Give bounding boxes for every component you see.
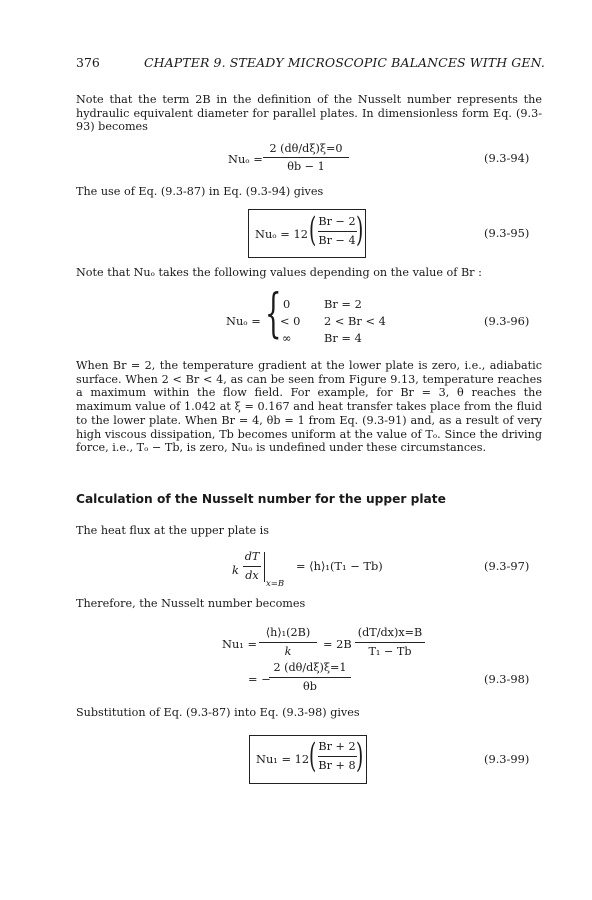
- eq95-number: (9.3-95): [484, 226, 530, 240]
- eq95-left-paren: (: [309, 210, 317, 250]
- eq98-number: (9.3-98): [484, 672, 530, 686]
- paragraph-nusselt-becomes: Therefore, the Nusselt number becomes: [76, 597, 306, 610]
- eq96-case-3-condition: Br = 4: [324, 331, 362, 345]
- eq95-lhs: Nuₒ = 12: [255, 227, 308, 241]
- eq98-numerator-3: 2 (dθ/dξ)ξ=1: [273, 661, 347, 674]
- eq97-numerator: dT: [244, 550, 260, 563]
- eq99-number: (9.3-99): [484, 752, 530, 766]
- eq98-line2-equals: = −: [248, 672, 271, 686]
- eq98-denominator-1: k: [284, 645, 292, 658]
- paragraph-nu-values: Note that Nuₒ takes the following values depending on the value of Br :: [76, 266, 482, 279]
- eq99-right-paren: ): [356, 736, 364, 776]
- eq95-denominator: Br − 4: [318, 234, 356, 247]
- paragraph-heat-flux: The heat flux at the upper plate is: [76, 524, 269, 537]
- eq96-lhs: Nuₒ =: [226, 314, 261, 328]
- eq94-numerator: 2 (dθ/dξ)ξ=0: [269, 142, 343, 155]
- eq98-numerator-1: ⟨h⟩₁(2B): [265, 626, 311, 639]
- eq98-lhs: Nu₁ =: [222, 637, 258, 651]
- eq98-denominator-2: T₁ − Tb: [368, 645, 412, 658]
- eq97-rhs: = ⟨h⟩₁(T₁ − Tb): [296, 559, 383, 573]
- eq97-number: (9.3-97): [484, 559, 530, 573]
- eq96-case-1-condition: Br = 2: [324, 297, 362, 311]
- eq94-number: (9.3-94): [484, 151, 530, 165]
- eq98-fraction-bar-2: [355, 642, 425, 643]
- eq94-denominator: θb − 1: [287, 160, 325, 173]
- paragraph-use-of-eq: The use of Eq. (9.3-87) in Eq. (9.3-94) gives: [76, 185, 324, 198]
- eq96-case-2-condition: 2 < Br < 4: [324, 314, 386, 328]
- eq99-numerator: Br + 2: [318, 740, 356, 753]
- eq97-subscript: x=B: [266, 579, 285, 589]
- eq97-fraction-bar: [243, 566, 261, 567]
- paragraph-br-discussion: When Br = 2, the temperature gradient at the lower plate is zero, i.e., adiabatic surface. When 2 < Br < 4, as can be seen from Figure 9.13, temperature reaches a maximum within the flow field. For example, for Br = 3, θ reaches the maximum value of 1.042 at ξ = 0.167 and heat transfer takes place from the fluid to the lower plate. When Br = 4, θb = 1 from Eq. (9.3-91) and, as a result of very high viscous dissipation, Tb becomes uniform at the value of Tₒ. Since the driving force, i.e., Tₒ − Tb, is zero, Nuₒ is undefined under these circumstances.: [76, 359, 542, 455]
- paragraph-hydraulic-diameter: Note that the term 2B in the definition of the Nusselt number represents the hydraulic equivalent diameter for parallel plates. In dimensionless form Eq. (9.3-93) becomes: [76, 93, 542, 134]
- eq96-case-3-value: ∞: [282, 331, 292, 345]
- running-header: CHAPTER 9. STEADY MICROSCOPIC BALANCES WITH GEN.: [144, 55, 545, 70]
- eq96-case-2-value: < 0: [280, 314, 301, 328]
- eq98-fraction-bar-1: [259, 642, 317, 643]
- eq99-fraction-bar: [318, 756, 357, 757]
- eq98-denominator-3: θb: [303, 680, 317, 693]
- eq97-k: k: [232, 563, 239, 577]
- paragraph-substitution: Substitution of Eq. (9.3-87) into Eq. (9.3-98) gives: [76, 706, 360, 719]
- eq99-left-paren: (: [309, 736, 317, 776]
- eq98-numerator-2: (dT/dx)x=B: [357, 626, 423, 639]
- eq99-lhs: Nu₁ = 12: [256, 752, 310, 766]
- eq96-brace: {: [265, 284, 282, 344]
- eq97-denominator: dx: [245, 569, 259, 582]
- eq96-case-1-value: 0: [283, 297, 291, 311]
- section-heading: Calculation of the Nusselt number for the upper plate: [76, 492, 446, 506]
- eq98-fraction-bar-3: [269, 677, 351, 678]
- eq94-lhs: Nuₒ =: [228, 152, 263, 166]
- eq95-numerator: Br − 2: [318, 215, 356, 228]
- eq96-number: (9.3-96): [484, 314, 530, 328]
- eq95-right-paren: ): [356, 210, 364, 250]
- eq99-denominator: Br + 8: [318, 759, 356, 772]
- eq97-evaluation-bar: [264, 552, 265, 582]
- eq95-fraction-bar: [318, 231, 357, 232]
- eq98-middle: = 2B: [323, 637, 352, 651]
- page-number: 376: [76, 55, 100, 70]
- eq94-fraction-bar: [263, 157, 349, 158]
